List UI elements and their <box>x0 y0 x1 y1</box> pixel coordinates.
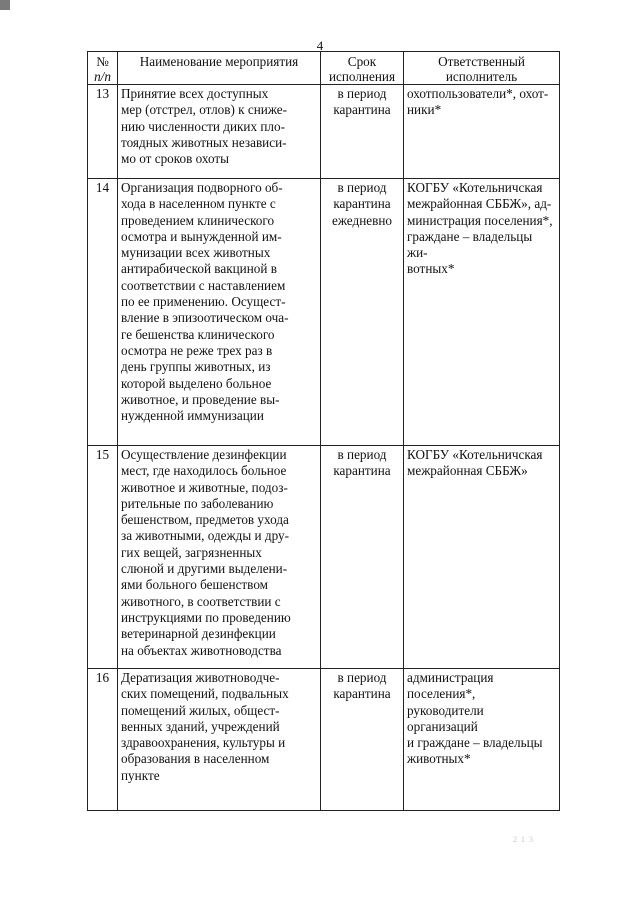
responsible-executor-line: вотных* <box>407 261 455 277</box>
table-row <box>88 669 560 811</box>
measure-name-line: антирабической вакциной в <box>121 261 277 277</box>
measure-name-line: животное, и проведение вы- <box>121 391 280 407</box>
execution-term-line: ежедневно <box>332 212 392 228</box>
measure-name-line: осмотра не реже трех раз в <box>121 342 273 358</box>
page-number: 4 <box>316 38 324 53</box>
scan-corner-mark <box>0 0 10 10</box>
measure-name-line: помещений жилых, общест- <box>121 702 280 718</box>
measure-name-line: мо от сроков охоты <box>121 151 230 167</box>
measure-name-line: ге бешенства клинического <box>121 326 275 342</box>
header-number-line: № <box>96 54 109 69</box>
measure-name-line: хода в населенном пункте с <box>121 196 276 212</box>
measure-name-line: Принятие всех доступных <box>121 86 269 101</box>
measure-name-line: здравоохранения, культуры и <box>121 735 286 751</box>
measure-name-line: мест, где находилось больное <box>121 463 287 479</box>
measure-name-line: ских помещений, подвальных <box>121 686 289 702</box>
responsible-executor-line: руководители организаций <box>407 702 484 734</box>
measure-name <box>118 179 321 446</box>
measure-name-line: тоядных животных независи- <box>121 134 287 150</box>
measure-name-line: ветеринарной дезинфекции <box>121 626 276 642</box>
measure-name-line: слюной и другими выделени- <box>121 561 288 577</box>
header-responsible <box>404 52 560 85</box>
measure-name-line: по ее применению. Осущест- <box>121 294 286 310</box>
measure-name-line: за животными, одежды и дру- <box>121 528 289 544</box>
measure-name-line: нужденной иммунизации <box>121 408 264 424</box>
table-body <box>88 85 560 811</box>
responsible-executor-line: межрайонная СББЖ» <box>407 463 528 479</box>
row-number: 15 <box>88 446 118 669</box>
measure-name-line: соответствии с наставлением <box>121 277 286 293</box>
measure-name <box>118 446 321 669</box>
responsible-executor <box>404 446 560 669</box>
responsible-executor-line: КОГБУ «Котельничская <box>407 180 543 195</box>
measure-name-line: бешенством, предметов ухода <box>121 512 289 528</box>
header-number <box>88 52 118 85</box>
measure-name-line: мер (отстрел, отлов) к сниже- <box>121 102 288 118</box>
measure-name-line: животное и животные, подоз- <box>121 479 288 495</box>
responsible-executor-line: охотпользователи*, охот- <box>407 86 549 101</box>
table-row <box>88 85 560 179</box>
measure-name-line: Осуществление дезинфекции <box>121 447 287 462</box>
row-number: 13 <box>88 85 118 179</box>
execution-term-line: в период <box>337 86 387 101</box>
responsible-executor-line: межрайонная СББЖ», ад- <box>407 196 552 212</box>
measure-name <box>118 85 321 179</box>
execution-term <box>321 179 404 446</box>
measure-name-line: осмотра и вынужденной им- <box>121 228 282 244</box>
scan-stamp: 2 1 3 <box>513 835 534 844</box>
header-name: Наименование мероприятия <box>118 52 321 85</box>
execution-term <box>321 669 404 811</box>
execution-term-line: карантина <box>333 463 391 479</box>
header-responsible-line: Ответственный <box>438 54 525 69</box>
execution-term-line: в период <box>337 180 387 195</box>
responsible-executor-line: граждане – владельцы жи- <box>407 228 533 261</box>
responsible-executor-line: администрация поселения*, <box>407 670 494 702</box>
responsible-executor-line: ники* <box>407 102 442 118</box>
measure-name-line: на объектах животноводства <box>121 642 282 658</box>
responsible-executor <box>404 669 560 811</box>
measure-name-line: рительные по заболеванию <box>121 495 274 511</box>
execution-term <box>321 446 404 669</box>
header-number-line: п/п <box>94 69 111 84</box>
responsible-executor-line: министрация поселения*, <box>407 212 553 228</box>
responsible-executor-line: КОГБУ «Котельничская <box>407 447 543 462</box>
measure-name-line: Дератизация животноводче- <box>121 670 280 685</box>
execution-term-line: карантина <box>333 196 391 212</box>
table-header-row <box>88 52 560 85</box>
execution-term <box>321 85 404 179</box>
measure-name-line: инструкциями по проведению <box>121 609 291 625</box>
responsible-executor <box>404 179 560 446</box>
execution-term-line: в период <box>337 670 387 685</box>
header-term <box>321 52 404 85</box>
measure-name-line: венных зданий, учреждений <box>121 718 280 734</box>
header-term-line: исполнения <box>328 69 396 84</box>
execution-term-line: карантина <box>333 102 391 118</box>
measure-name-line: нию численности диких пло- <box>121 118 285 134</box>
responsible-executor <box>404 85 560 179</box>
table-row <box>88 179 560 446</box>
execution-term-line: карантина <box>333 686 391 702</box>
measure-name-line: гих вещей, загрязненных <box>121 544 262 560</box>
measure-name-line: пункте <box>121 767 160 783</box>
row-number: 16 <box>88 669 118 811</box>
header-responsible-line: исполнитель <box>445 69 518 84</box>
table-row <box>88 446 560 669</box>
measure-name-line: образования в населенном <box>121 751 270 767</box>
measure-name <box>118 669 321 811</box>
measure-name-line: ями больного бешенством <box>121 577 269 593</box>
measure-name-line: Организация подворного об- <box>121 180 283 195</box>
measure-name-line: проведением клинического <box>121 212 275 228</box>
responsible-executor-line: и граждане – владельцы <box>407 735 543 751</box>
measures-table <box>87 51 560 811</box>
measure-name-line: день группы животных, из <box>121 359 271 375</box>
measure-name-line: которой выделено больное <box>121 375 272 391</box>
measure-name-line: мунизации всех животных <box>121 245 271 261</box>
row-number: 14 <box>88 179 118 446</box>
execution-term-line: в период <box>337 447 387 462</box>
measure-name-line: вление в эпизоотическом оча- <box>121 310 289 326</box>
responsible-executor-line: животных* <box>407 751 471 767</box>
header-term-line: Срок <box>347 54 377 69</box>
measure-name-line: животного, в соответствии с <box>121 593 281 609</box>
